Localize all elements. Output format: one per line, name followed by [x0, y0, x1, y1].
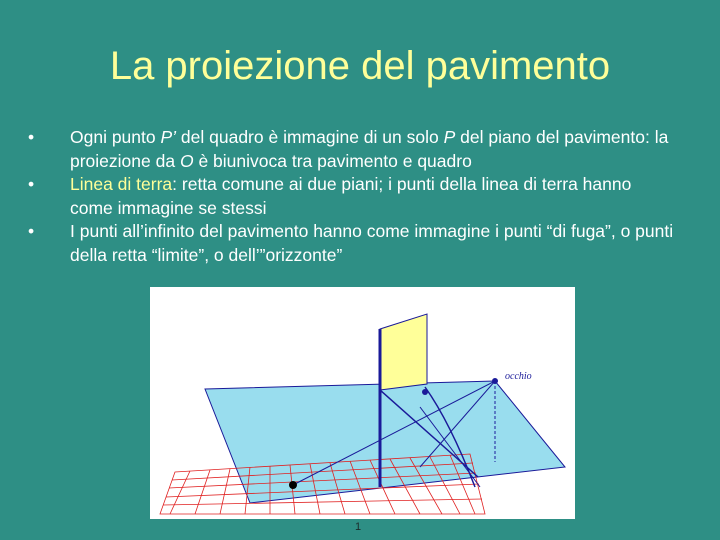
bullet-marker: • [28, 221, 35, 241]
bullet-marker: • [28, 174, 35, 194]
bullet-item-1 [28, 126, 678, 173]
bullet-1-text-a: Ogni punto [70, 127, 161, 147]
bullet-3-text: I punti all’infinito del pavimento hanno come immagine i punti “di fuga”, o punti della retta “limite”, o dell’”orizzonte” [70, 221, 674, 265]
slide-title: La proiezione del pavimento [109, 44, 611, 88]
perspective-diagram [150, 287, 575, 519]
bullet-2-highlight: Linea di terra [70, 174, 173, 194]
eye-point [492, 378, 498, 384]
bullet-1-text-b: del quadro è immagine di un solo [176, 127, 444, 147]
bullet-marker: • [28, 127, 35, 147]
bullet-item-2 [28, 173, 678, 220]
image-point [422, 389, 428, 395]
bullet-1-var-o: O [179, 150, 194, 171]
bullet-1-text-d: è biunivoca tra pavimento e quadro [193, 150, 472, 171]
eye-label: occhio [505, 371, 532, 382]
bullet-1-var-p: P [443, 127, 456, 147]
bullet-1-text-c: del piano del pavimento: la proiezione da [70, 127, 669, 171]
floor-plane [205, 381, 565, 503]
floor-point [289, 481, 297, 489]
bullet-list [28, 126, 678, 267]
bullet-item-3 [28, 220, 678, 267]
bullet-2-text: : retta comune ai due piani; i punti della linea di terra hanno come immagine se stessi [70, 174, 632, 218]
picture-plane [380, 314, 427, 390]
perspective-figure [150, 287, 575, 519]
bullet-1-var-p-prime: P’ [160, 127, 177, 147]
page-number: 1 [355, 521, 362, 533]
